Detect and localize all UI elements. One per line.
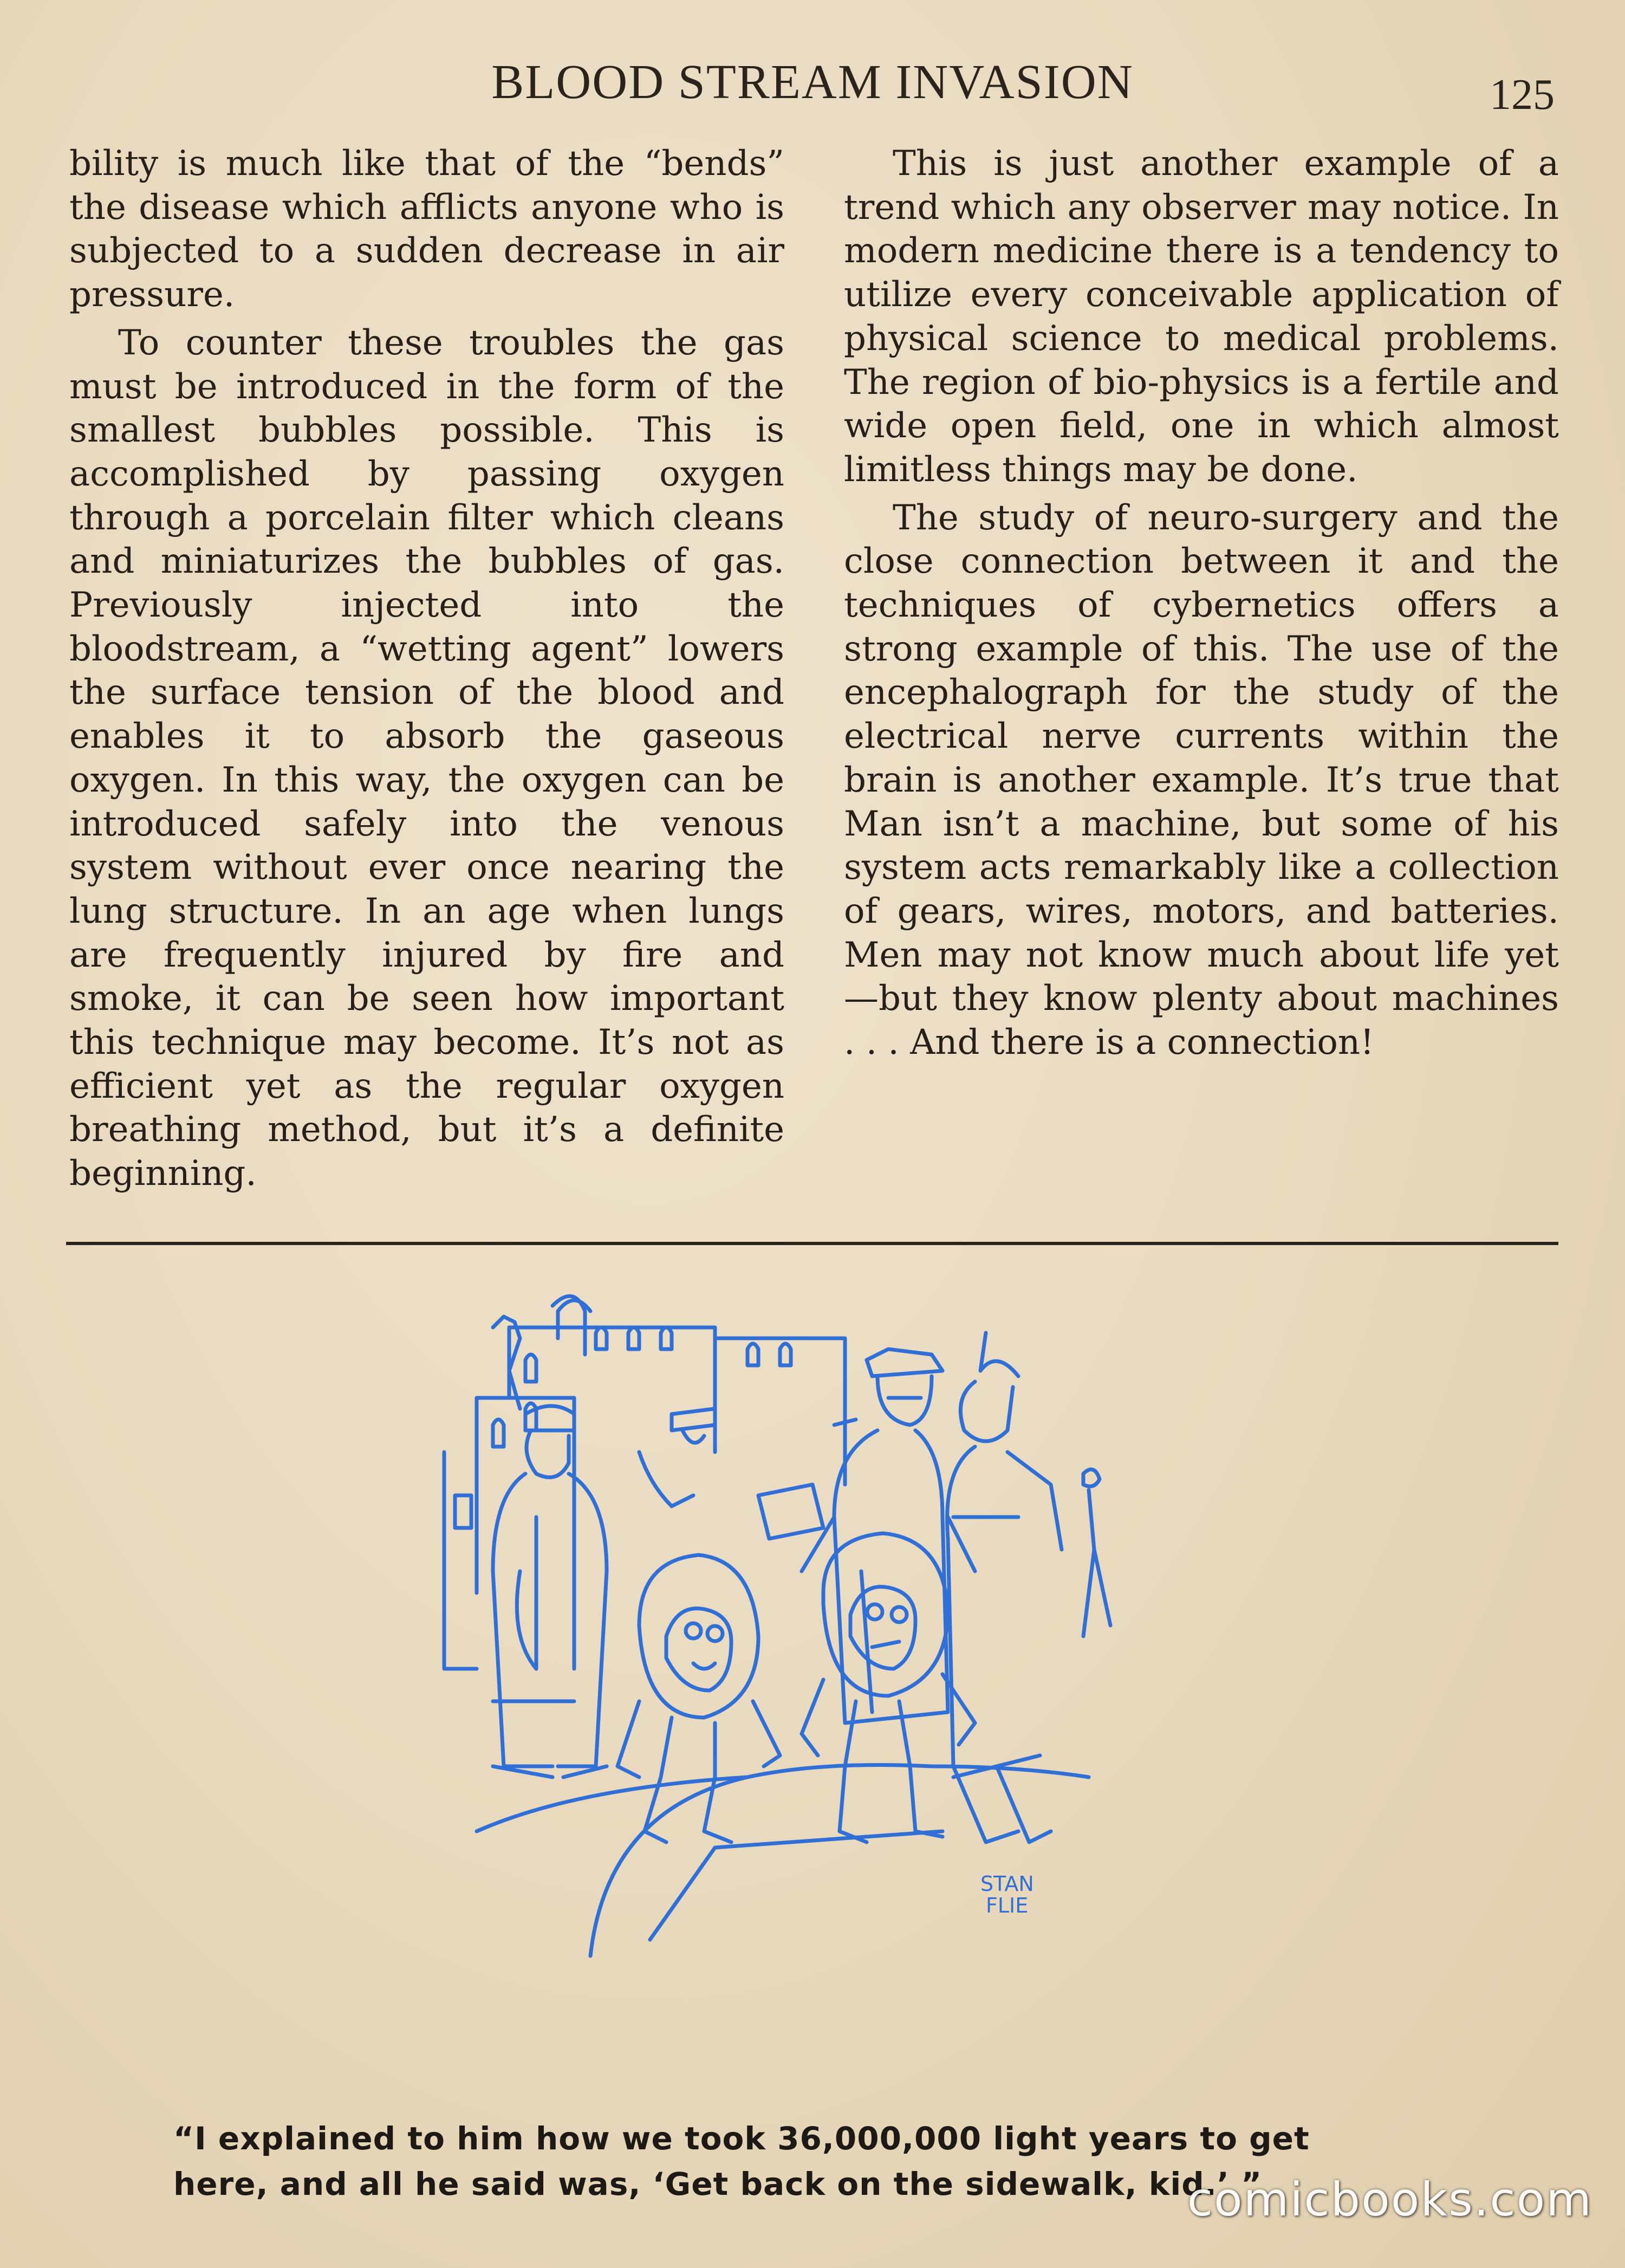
right-column <box>844 142 1559 1065</box>
paragraph: To counter these troubles the gas must be introduced in the form of the smallest bubbles possible. This is accomplished by passing oxygen through a porcelain filter which cleans and miniaturizes the bubbles of gas. Previously injected into the bloodstream, a “wetting agent” lowers the surface tension of the blood and enables it to absorb the gaseous oxygen. In this way, the oxygen can be introduced safely into the venous system without ever once nearing the lung structure. In an age when lungs are frequently injured by fire and smoke, it can be seen how important this technique may become. It’s not as efficient yet as the regular oxygen breathing method, but it’s a definite beginning. <box>69 322 784 1194</box>
page-number: 125 <box>1490 71 1555 119</box>
paragraph: The study of neuro-surgery and the close connection between it and the techniques of cybernetics offers a strong example of this. The use of the encephalograph for the study of the electrical nerve currents within the brain is another example. It’s true that Man isn’t a machine, but some of his system acts remarkably like a collection of gears, wires, motors, and batteries. Men may not know much about life yet—but they know plenty about machines . . . And there is a connection! <box>844 497 1559 1063</box>
cartoon-drawing <box>412 1289 1159 2102</box>
caption-line: here, and all he said was, ‘Get back on the sidewalk, kid.’ ” <box>173 2166 1263 2202</box>
left-column <box>69 142 784 1196</box>
site-watermark: comicbooks.com <box>1187 2173 1592 2227</box>
running-head: BLOOD STREAM INVASION <box>491 55 1134 109</box>
caption-line: “I explained to him how we took 36,000,000 light years to get <box>173 2120 1310 2157</box>
paragraph: This is just another example of a trend which any observer may notice. In modern medicine there is a tendency to utilize every conceivable application of physical science to medical problems. The region of bio-physics is a fertile and wide open field, one in which almost limitless things may be done. <box>844 144 1559 490</box>
cartoon-illustration <box>412 1289 1159 2102</box>
paragraph: bility is much like that of the “bends” the disease which afflicts anyone who is subjected to a sudden decrease in air pressure. <box>69 144 784 315</box>
section-divider <box>66 1242 1558 1245</box>
artist-signature-line: STAN <box>980 1872 1034 1896</box>
artist-signature-line: FLIE <box>986 1894 1029 1917</box>
